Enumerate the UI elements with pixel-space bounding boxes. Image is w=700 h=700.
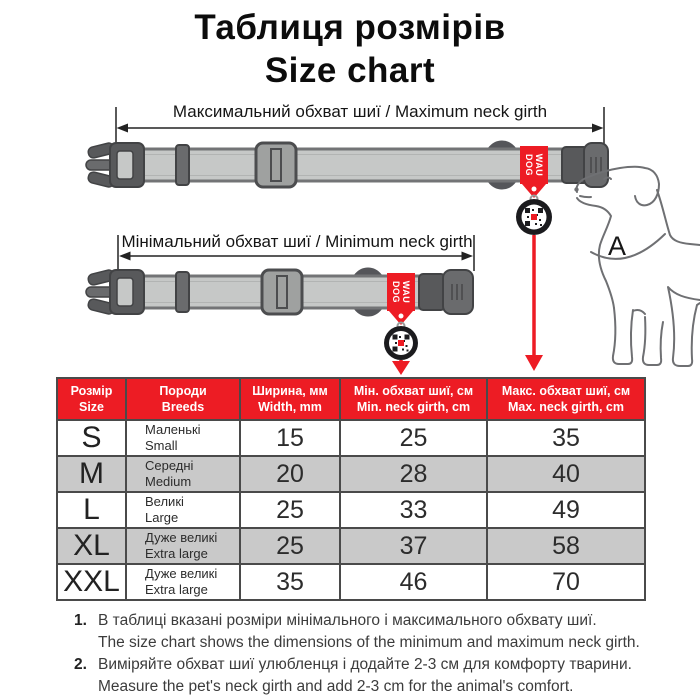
size-value: M: [57, 456, 126, 492]
width-value: 15: [240, 420, 340, 456]
strap: [138, 149, 570, 181]
width-value: 25: [240, 492, 340, 528]
side-release-buckle-female: [562, 143, 608, 187]
size-value: L: [57, 492, 126, 528]
keeper-loop: [176, 145, 189, 185]
red-brand-tag: [387, 273, 415, 325]
breed-value: Маленькі Small: [126, 420, 240, 456]
footnote-text-uk: В таблиці вказані розміри мінімального і максимального обхвату шиї.: [98, 612, 597, 629]
max-girth-value: 58: [487, 528, 645, 564]
header-size: Розмір Size: [57, 378, 126, 420]
min-girth-value: 37: [340, 528, 487, 564]
table-row-m: [57, 456, 645, 492]
footnote-number: 1.: [74, 612, 87, 629]
adjuster-slide: [262, 270, 302, 314]
min-girth-label: Мінімальний обхват шиї / Minimum neck girth: [121, 232, 473, 251]
smart-id-tag: [384, 326, 418, 360]
max-girth-value: 49: [487, 492, 645, 528]
down-arrow-min: [392, 360, 410, 375]
min-girth-value: 28: [340, 456, 487, 492]
dimension-arrow-min: [118, 235, 474, 274]
header-width: Ширина, мм Width, mm: [240, 378, 340, 420]
width-value: 20: [240, 456, 340, 492]
smart-id-tag: [516, 199, 552, 235]
brand-tag-text-wau: WAU: [401, 280, 411, 304]
side-release-buckle-male: [86, 269, 144, 315]
page-title-uk: Таблиця розмірів: [194, 8, 506, 47]
brand-tag-text-dog: DOG: [391, 280, 401, 304]
min-girth-value: 46: [340, 564, 487, 600]
collar-diagram: [0, 95, 700, 375]
dimension-arrow-max: [116, 107, 604, 147]
breed-value: Дуже великі Extra large: [126, 564, 240, 600]
breed-value: Середні Medium: [126, 456, 240, 492]
down-arrow-max: [525, 235, 543, 371]
footnote-text-uk: Виміряйте обхват шиї улюбленця і додайте 2-3 см для комфорту тварини.: [98, 656, 632, 673]
footnote-text-en: Measure the pet's neck girth and add 2-3 cm for the animal's comfort.: [98, 678, 574, 695]
brand-tag-text-dog: DOG: [524, 153, 534, 177]
max-girth-value: 40: [487, 456, 645, 492]
breed-value: Великі Large: [126, 492, 240, 528]
header-min-girth: Мін. обхват шиї, см Min. neck girth, cm: [340, 378, 487, 420]
min-girth-value: 25: [340, 420, 487, 456]
table-row-xxl: [57, 564, 645, 600]
size-value: XL: [57, 528, 126, 564]
brand-tag-text-wau: WAU: [534, 153, 544, 177]
header-max-girth: Макс. обхват шиї, см Max. neck girth, cm: [487, 378, 645, 420]
breed-value: Дуже великі Extra large: [126, 528, 240, 564]
table-row-s: [57, 420, 645, 456]
adjuster-slide: [256, 143, 296, 187]
min-collar-illustration: [86, 269, 473, 375]
size-value: S: [57, 420, 126, 456]
side-release-buckle-female: [419, 270, 473, 314]
footnote-number: 2.: [74, 656, 87, 673]
keeper-loop: [176, 272, 189, 312]
footnote-2: [74, 654, 680, 698]
red-brand-tag: [520, 146, 548, 198]
max-girth-label: Максимальний обхват шиї / Maximum neck girth: [172, 102, 548, 121]
dog-illustration: [574, 167, 700, 366]
size-table: [56, 377, 646, 601]
header-breeds: Породи Breeds: [126, 378, 240, 420]
letter-a-label: A: [607, 231, 627, 261]
max-girth-value: 35: [487, 420, 645, 456]
page-title-en: Size chart: [264, 51, 436, 90]
width-value: 35: [240, 564, 340, 600]
min-girth-value: 33: [340, 492, 487, 528]
footnote-text-en: The size chart shows the dimensions of the minimum and maximum neck girth.: [98, 634, 640, 651]
footnotes: [74, 610, 680, 698]
table-row-xl: [57, 528, 645, 564]
footnote-1: [74, 610, 680, 654]
side-release-buckle-male: [86, 142, 144, 188]
size-value: XXL: [57, 564, 126, 600]
max-girth-value: 70: [487, 564, 645, 600]
table-header-row: [57, 378, 645, 420]
page-title: [0, 6, 700, 92]
table-row-l: [57, 492, 645, 528]
width-value: 25: [240, 528, 340, 564]
